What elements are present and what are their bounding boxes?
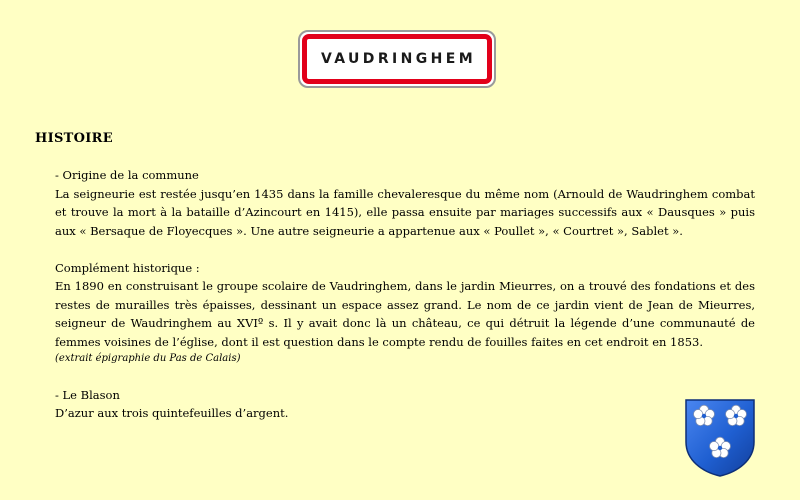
complement-source: (extrait épigraphie du Pas de Calais) bbox=[55, 353, 241, 364]
spacer bbox=[55, 367, 755, 386]
origin-heading: - Origine de la commune bbox=[55, 168, 199, 182]
section-title: HISTOIRE bbox=[35, 131, 113, 146]
spacer bbox=[55, 240, 755, 259]
town-sign-name: VAUDRINGHEM bbox=[320, 51, 477, 67]
blason-heading: - Le Blason bbox=[55, 387, 120, 402]
town-sign-frame bbox=[302, 34, 492, 84]
town-sign bbox=[298, 30, 496, 88]
coat-of-arms-icon bbox=[684, 398, 756, 478]
complement-heading: Complément historique : bbox=[55, 260, 200, 275]
history-content bbox=[55, 166, 755, 423]
complement-text: En 1890 en construisant le groupe scolaire de Vaudringhem, dans le jardin Mieurres, on a trouvé des fondations et des restes de murailles très épaisses, dessinant un espace assez grand. Le nom de ce jardin vient de Jean de Mieurres, seigneur de Waudringhem au XVIº s. Il y avait donc là un château, ce qui détruit la légende d’une communauté de femmes voisines de l’église, dont il est question dans le compte rendu de fouilles faites en cet endroit en 1853. bbox=[55, 279, 755, 349]
origin-text: La seigneurie est restée jusqu’en 1435 dans la famille chevaleresque du même nom (Arnould de Waudringhem combat et trouve la mort à la bataille d’Azincourt en 1415), elle passa ensuite par mariages successifs aux « Dausques » puis aux « Bersaque de Floyecques ». Une autre seigneurie a appartenue aux « Poullet », « Courtret », Sablet ». bbox=[55, 186, 755, 238]
blason-text: D’azur aux trois quintefeuilles d’argent. bbox=[55, 406, 289, 420]
